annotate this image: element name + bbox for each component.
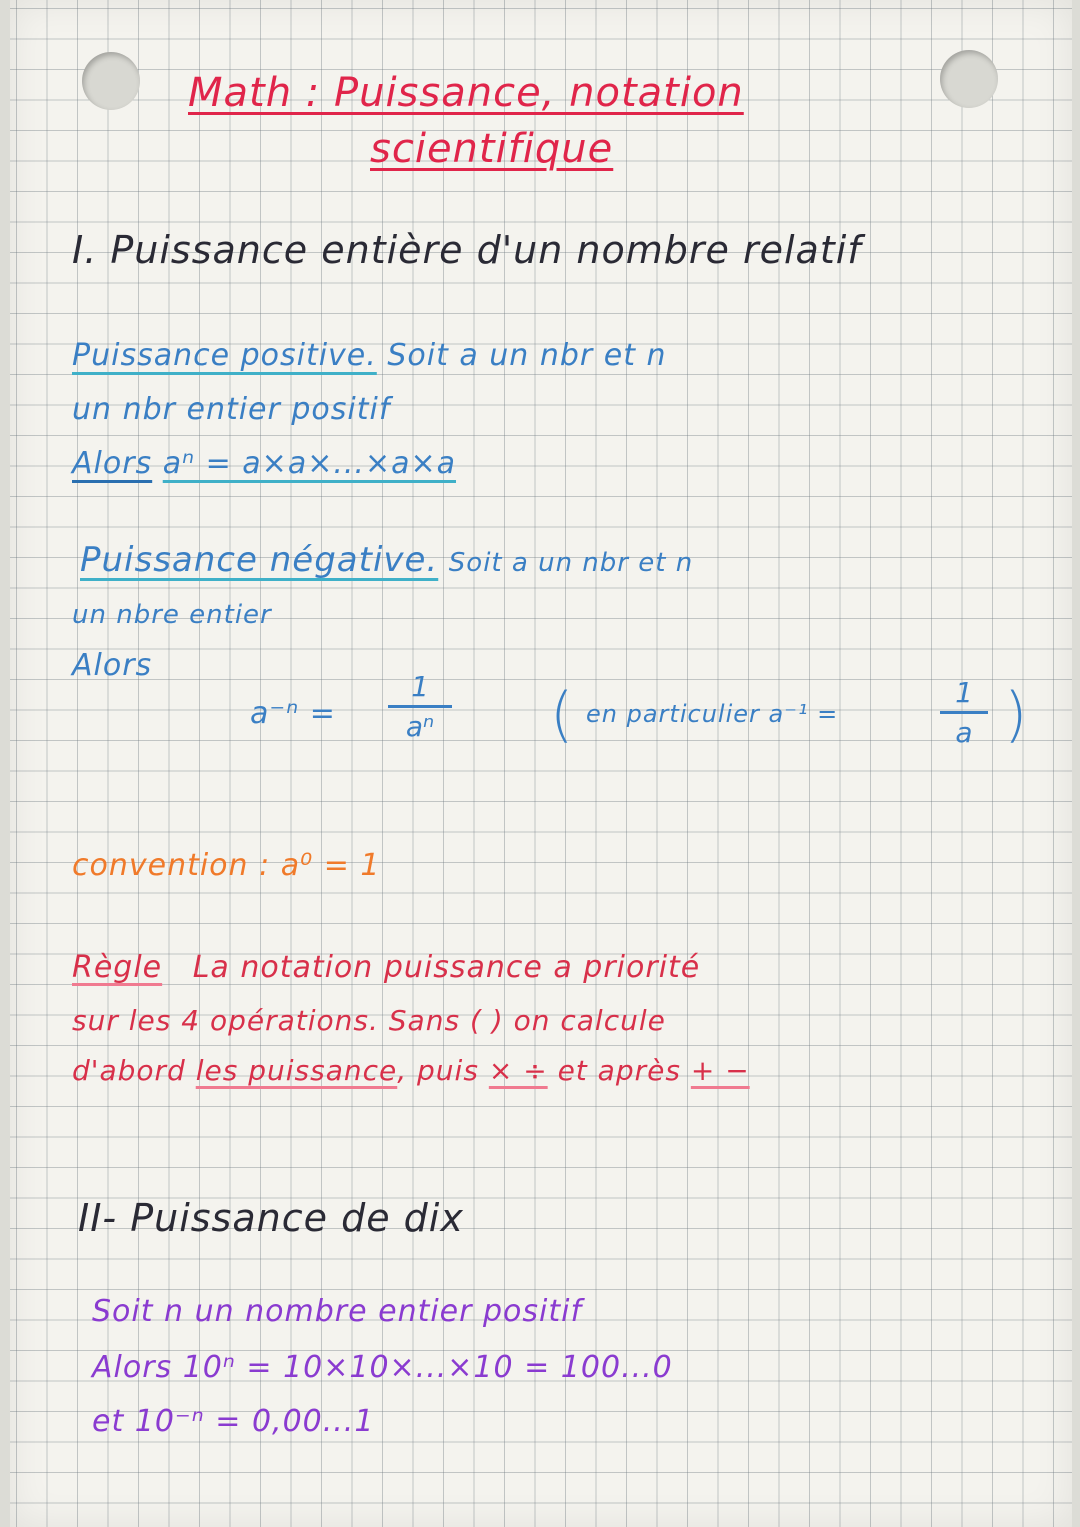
convention-line [72, 848, 380, 883]
paren-open: ( [550, 680, 575, 750]
negative-text-2: un nbre entier [72, 600, 272, 630]
fraction-bar [388, 705, 452, 708]
positive-formula-prefix: Alors [72, 446, 153, 481]
rule-text-1: La notation puissance a priorité [192, 950, 701, 985]
positive-line-1 [72, 338, 667, 373]
particular-text: en particulier a⁻¹ = [586, 700, 839, 728]
rule-text-3f: + − [690, 1054, 750, 1087]
title-line-2: scientifique [370, 126, 614, 172]
binder-hole-right [940, 50, 998, 108]
paren-close: ) [1004, 680, 1029, 750]
convention-label: convention : [72, 848, 271, 883]
section-1-heading: I. Puissance entière d'un nombre relatif [72, 228, 862, 272]
rule-line-3 [72, 1054, 750, 1087]
negative-fraction [388, 670, 452, 743]
binder-hole-left [82, 52, 140, 110]
rule-text-2: sur les 4 opérations. Sans ( ) on calcule [72, 1004, 666, 1037]
negative-fraction-numerator: 1 [411, 670, 429, 703]
negative-fraction-denominator: aⁿ [405, 710, 435, 743]
rule-text-3a: d'abord [72, 1054, 186, 1087]
particular-fraction-numerator: 1 [955, 676, 973, 709]
rule-line-1 [72, 950, 700, 985]
convention-formula: a⁰ = 1 [280, 848, 381, 883]
section-2-line-2: Alors 10ⁿ = 10×10×...×10 = 100...0 [92, 1350, 673, 1385]
positive-label: Puissance positive. [72, 338, 377, 373]
positive-formula: aⁿ = a×a×...×a×a [162, 446, 456, 481]
rule-text-3c: , puis [397, 1054, 479, 1087]
section-2-line-1: Soit n un nombre entier positif [92, 1294, 583, 1329]
particular-fraction [940, 676, 988, 749]
rule-text-3e: et après [557, 1054, 681, 1087]
negative-text-1: Soit a un nbr et n [448, 548, 694, 578]
positive-text-1: Soit a un nbr et n [387, 338, 667, 373]
particular-fraction-denominator: a [955, 716, 973, 749]
negative-alors: Alors [72, 648, 153, 683]
negative-lhs: a⁻ⁿ = [250, 696, 336, 731]
rule-text-3d: × ÷ [488, 1054, 548, 1087]
section-2-heading: II- Puissance de dix [78, 1196, 464, 1240]
rule-text-3b: les puissance [195, 1054, 398, 1087]
title-line-1: Math : Puissance, notation [188, 70, 744, 116]
positive-formula-line [72, 446, 456, 481]
fraction-bar [940, 711, 988, 714]
positive-text-2: un nbr entier positif [72, 392, 391, 427]
rule-label: Règle [72, 950, 163, 985]
negative-label: Puissance négative. [80, 540, 439, 580]
negative-line-1 [80, 540, 693, 580]
section-2-line-3: et 10⁻ⁿ = 0,00...1 [92, 1404, 375, 1439]
grid-paper-sheet [10, 0, 1072, 1527]
